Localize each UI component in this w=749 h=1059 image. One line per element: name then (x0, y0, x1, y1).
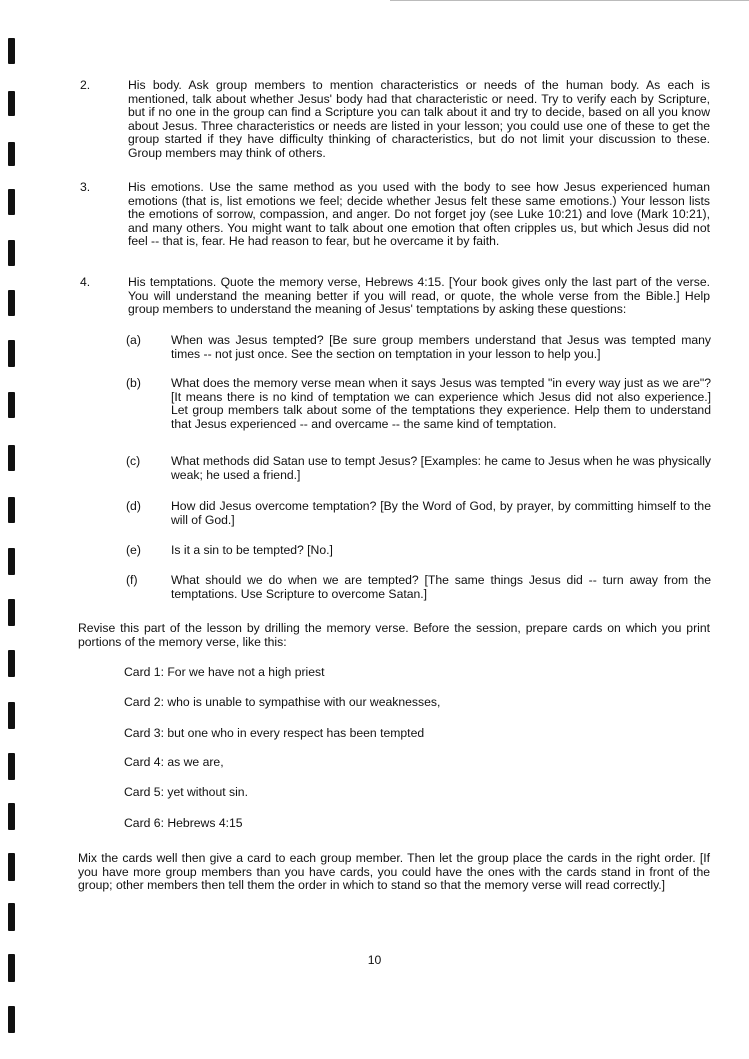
binder-mark (8, 853, 15, 881)
question-c (126, 455, 711, 482)
question-a (126, 334, 711, 361)
scan-top-rule (390, 0, 749, 1)
binder-mark (8, 445, 15, 471)
list-item-emotions (80, 181, 710, 249)
card-line: Card 5: yet without sin. (124, 785, 248, 799)
question-label: (b) (126, 376, 141, 390)
binder-mark (8, 650, 15, 677)
binder-mark (8, 189, 15, 215)
question-d (126, 500, 711, 527)
binder-mark (8, 392, 15, 418)
item-number: 4. (80, 275, 91, 289)
binder-mark (8, 753, 15, 780)
question-label: (f) (126, 573, 138, 587)
question-label: (c) (126, 454, 141, 468)
question-text: What should we do when we are tempted? [The same things Jesus did -- turn away from the temptations. Use Scripture to overcome Satan.] (171, 573, 711, 601)
question-e (126, 544, 711, 558)
card-line: Card 4: as we are, (124, 755, 224, 769)
item-text: His body. Ask group members to mention characteristics or needs of the human body. As each is mentioned, talk about whether Jesus' body had that characteristic or need. Try to verify each by Scripture, but if no one in the group can find a Scripture you can talk about it and try to decide, based on all you know about Jesus. Three characteristics or needs are listed in your lesson; you could use one of these to get the group started if they have difficulty thinking of characteristics, but do not limit your discussion to these. Group members may think of others. (128, 78, 710, 160)
question-text: Is it a sin to be tempted? [No.] (171, 543, 333, 557)
question-label: (a) (126, 333, 141, 347)
revise-paragraph: Revise this part of the lesson by drilling the memory verse. Before the session, prepare cards on which you print portions of the memory verse, like this: (78, 621, 710, 649)
question-text: When was Jesus tempted? [Be sure group members understand that Jesus was tempted many times -- not just once. See the section on temptation in your lesson to help you.] (171, 333, 711, 361)
item-number: 2. (80, 78, 91, 92)
binder-mark (8, 702, 15, 729)
binder-mark (8, 903, 15, 931)
binder-mark (8, 803, 15, 830)
page-number: 10 (367, 953, 382, 967)
question-text: What methods did Satan use to tempt Jesus? [Examples: he came to Jesus when he was physically weak; he used a friend.] (171, 454, 711, 482)
binder-mark (8, 340, 15, 367)
binder-mark (8, 91, 15, 116)
question-b (126, 377, 711, 431)
binder-mark (8, 599, 15, 626)
card-line: Card 1: For we have not a high priest (124, 665, 325, 679)
item-text: His temptations. Quote the memory verse, Hebrews 4:15. [Your book gives only the last part of the verse. You will understand the meaning better if you will read, or quote, the whole verse from the Bible.] Help group members to understand the meaning of Jesus' temptations by asking these questions: (128, 275, 710, 317)
item-number: 3. (80, 180, 91, 194)
binder-mark (8, 497, 15, 523)
binder-mark (8, 142, 15, 166)
question-text: How did Jesus overcome temptation? [By the Word of God, by prayer, by committing himself to the will of God.] (171, 499, 711, 527)
question-text: What does the memory verse mean when it says Jesus was tempted "in every way just as we are"? [It means there is no kind of temptation we can experience which Jesus did not also experience.] Let group members talk about some of the temptations they experience. Help them to understand that Jesus experienced -- and overcame -- the same kind of temptation. (171, 376, 711, 431)
question-f (126, 574, 711, 601)
item-text: His emotions. Use the same method as you used with the body to see how Jesus experienced human emotions (that is, list emotions we feel; decide whether Jesus felt these same emotions.) Your lesson lists the emotions of sorrow, compassion, and anger. Do not forget joy (see Luke 10:21) and love (Mark 10:21), and many others. You might want to talk about one emotion that often cripples us, but which Jesus did not feel -- that is, fear. He had reason to fear, but he overcame it by faith. (128, 180, 710, 249)
card-line: Card 2: who is unable to sympathise with our weaknesses, (124, 695, 441, 709)
binder-mark (8, 1006, 15, 1033)
binder-mark (8, 548, 15, 575)
question-label: (e) (126, 543, 141, 557)
question-label: (d) (126, 499, 141, 513)
list-item-temptations (80, 276, 710, 317)
binder-mark (8, 240, 15, 266)
binder-mark (8, 290, 15, 316)
mix-paragraph: Mix the cards well then give a card to each group member. Then let the group place the cards in the right order. [If you have more group members than you have cards, you could have the ones with the cards stand in front of the group; other members then tell them the order in which to stand so that the memory verse will read correctly.] (78, 851, 710, 893)
card-line: Card 6: Hebrews 4:15 (124, 816, 243, 830)
list-item-body (80, 79, 710, 161)
card-line: Card 3: but one who in every respect has been tempted (124, 726, 425, 740)
binder-mark (8, 38, 15, 64)
